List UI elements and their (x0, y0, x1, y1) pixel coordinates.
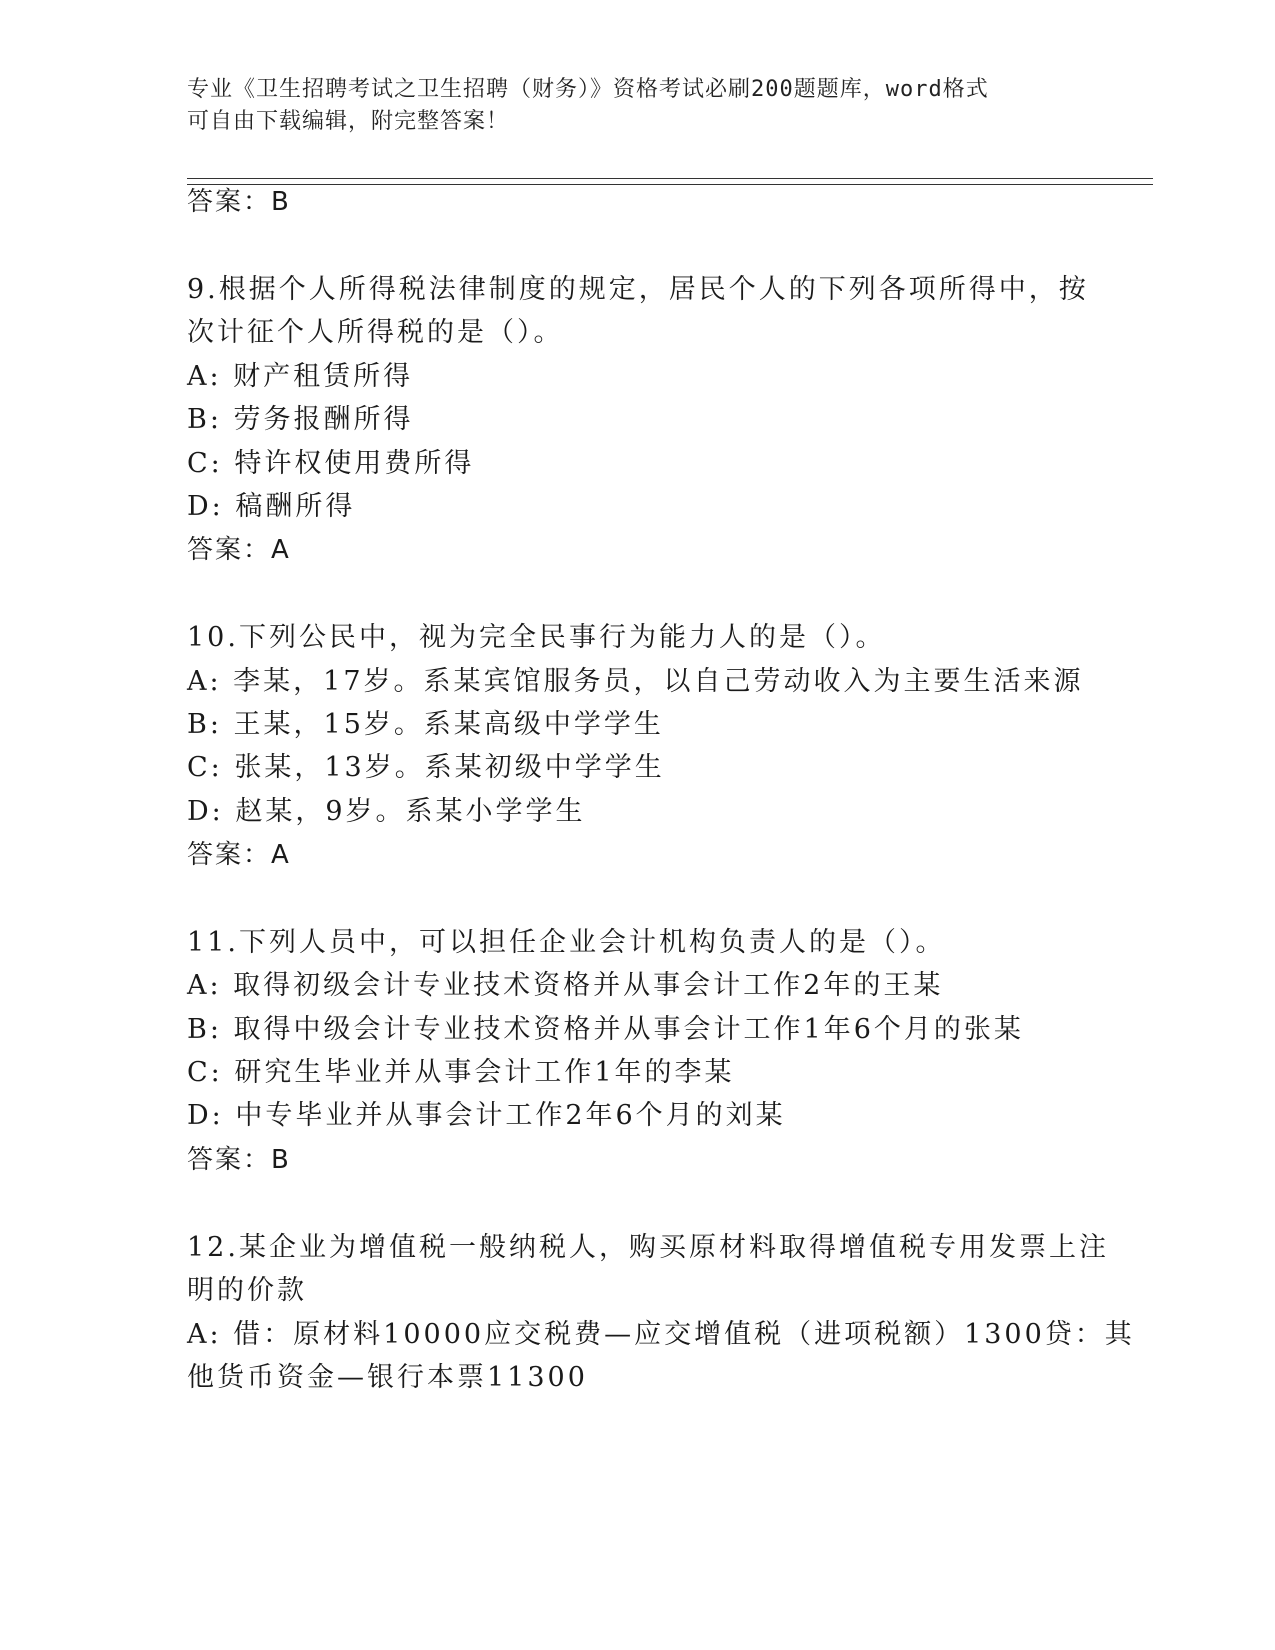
question-9-option-b: B: 劳务报酬所得 (187, 404, 414, 435)
question-11-stem: 11.下列人员中，可以担任企业会计机构负责人的是（）。 (187, 927, 946, 958)
question-11-answer: 答案：B (187, 1145, 291, 1175)
question-10-option-b: B: 王某，15岁。系某高级中学学生 (187, 709, 664, 740)
question-12-option-a-continued: 他货币资金—银行本票11300 (187, 1362, 588, 1393)
question-9-stem-line-2: 次计征个人所得税的是（）。 (187, 317, 564, 348)
question-9-answer: 答案：A (187, 535, 291, 565)
question-9-stem-line-1: 9.根据个人所得税法律制度的规定，居民个人的下列各项所得中，按 (187, 274, 1089, 305)
question-10-stem: 10.下列公民中，视为完全民事行为能力人的是（）。 (187, 622, 886, 653)
question-9-option-c: C: 特许权使用费所得 (187, 448, 475, 479)
question-9-option-a: A: 财产租赁所得 (187, 361, 414, 392)
question-11-option-c: C: 研究生毕业并从事会计工作1年的李某 (187, 1057, 735, 1088)
question-10-option-c: C: 张某，13岁。系某初级中学学生 (187, 752, 665, 783)
question-11-option-a: A: 取得初级会计专业技术资格并从事会计工作2年的王某 (187, 970, 944, 1001)
question-11-option-b: B: 取得中级会计专业技术资格并从事会计工作1年6个月的张某 (187, 1014, 1024, 1045)
header-divider-top (187, 178, 1153, 179)
document-header-line-1: 专业《卫生招聘考试之卫生招聘（财务）》资格考试必刷200题题库，word格式 (187, 77, 989, 102)
question-9-option-d: D: 稿酬所得 (187, 491, 356, 522)
question-11-option-d: D: 中专毕业并从事会计工作2年6个月的刘某 (187, 1100, 786, 1131)
answer-line-previous: 答案：B (187, 187, 291, 217)
document-header-line-2: 可自由下载编辑，附完整答案！ (187, 109, 510, 134)
question-10-answer: 答案：A (187, 840, 291, 870)
question-10-option-a: A: 李某，17岁。系某宾馆服务员，以自己劳动收入为主要生活来源 (187, 666, 1084, 697)
header-divider-bottom (187, 184, 1153, 185)
question-12-stem-line-1: 12.某企业为增值税一般纳税人，购买原材料取得增值税专用发票上注 (187, 1232, 1109, 1263)
question-12-option-a: A: 借：原材料10000应交税费—应交增值税（进项税额）1300贷：其 (187, 1319, 1135, 1350)
question-10-option-d: D: 赵某，9岁。系某小学学生 (187, 796, 586, 827)
question-12-stem-line-2: 明的价款 (187, 1275, 307, 1306)
